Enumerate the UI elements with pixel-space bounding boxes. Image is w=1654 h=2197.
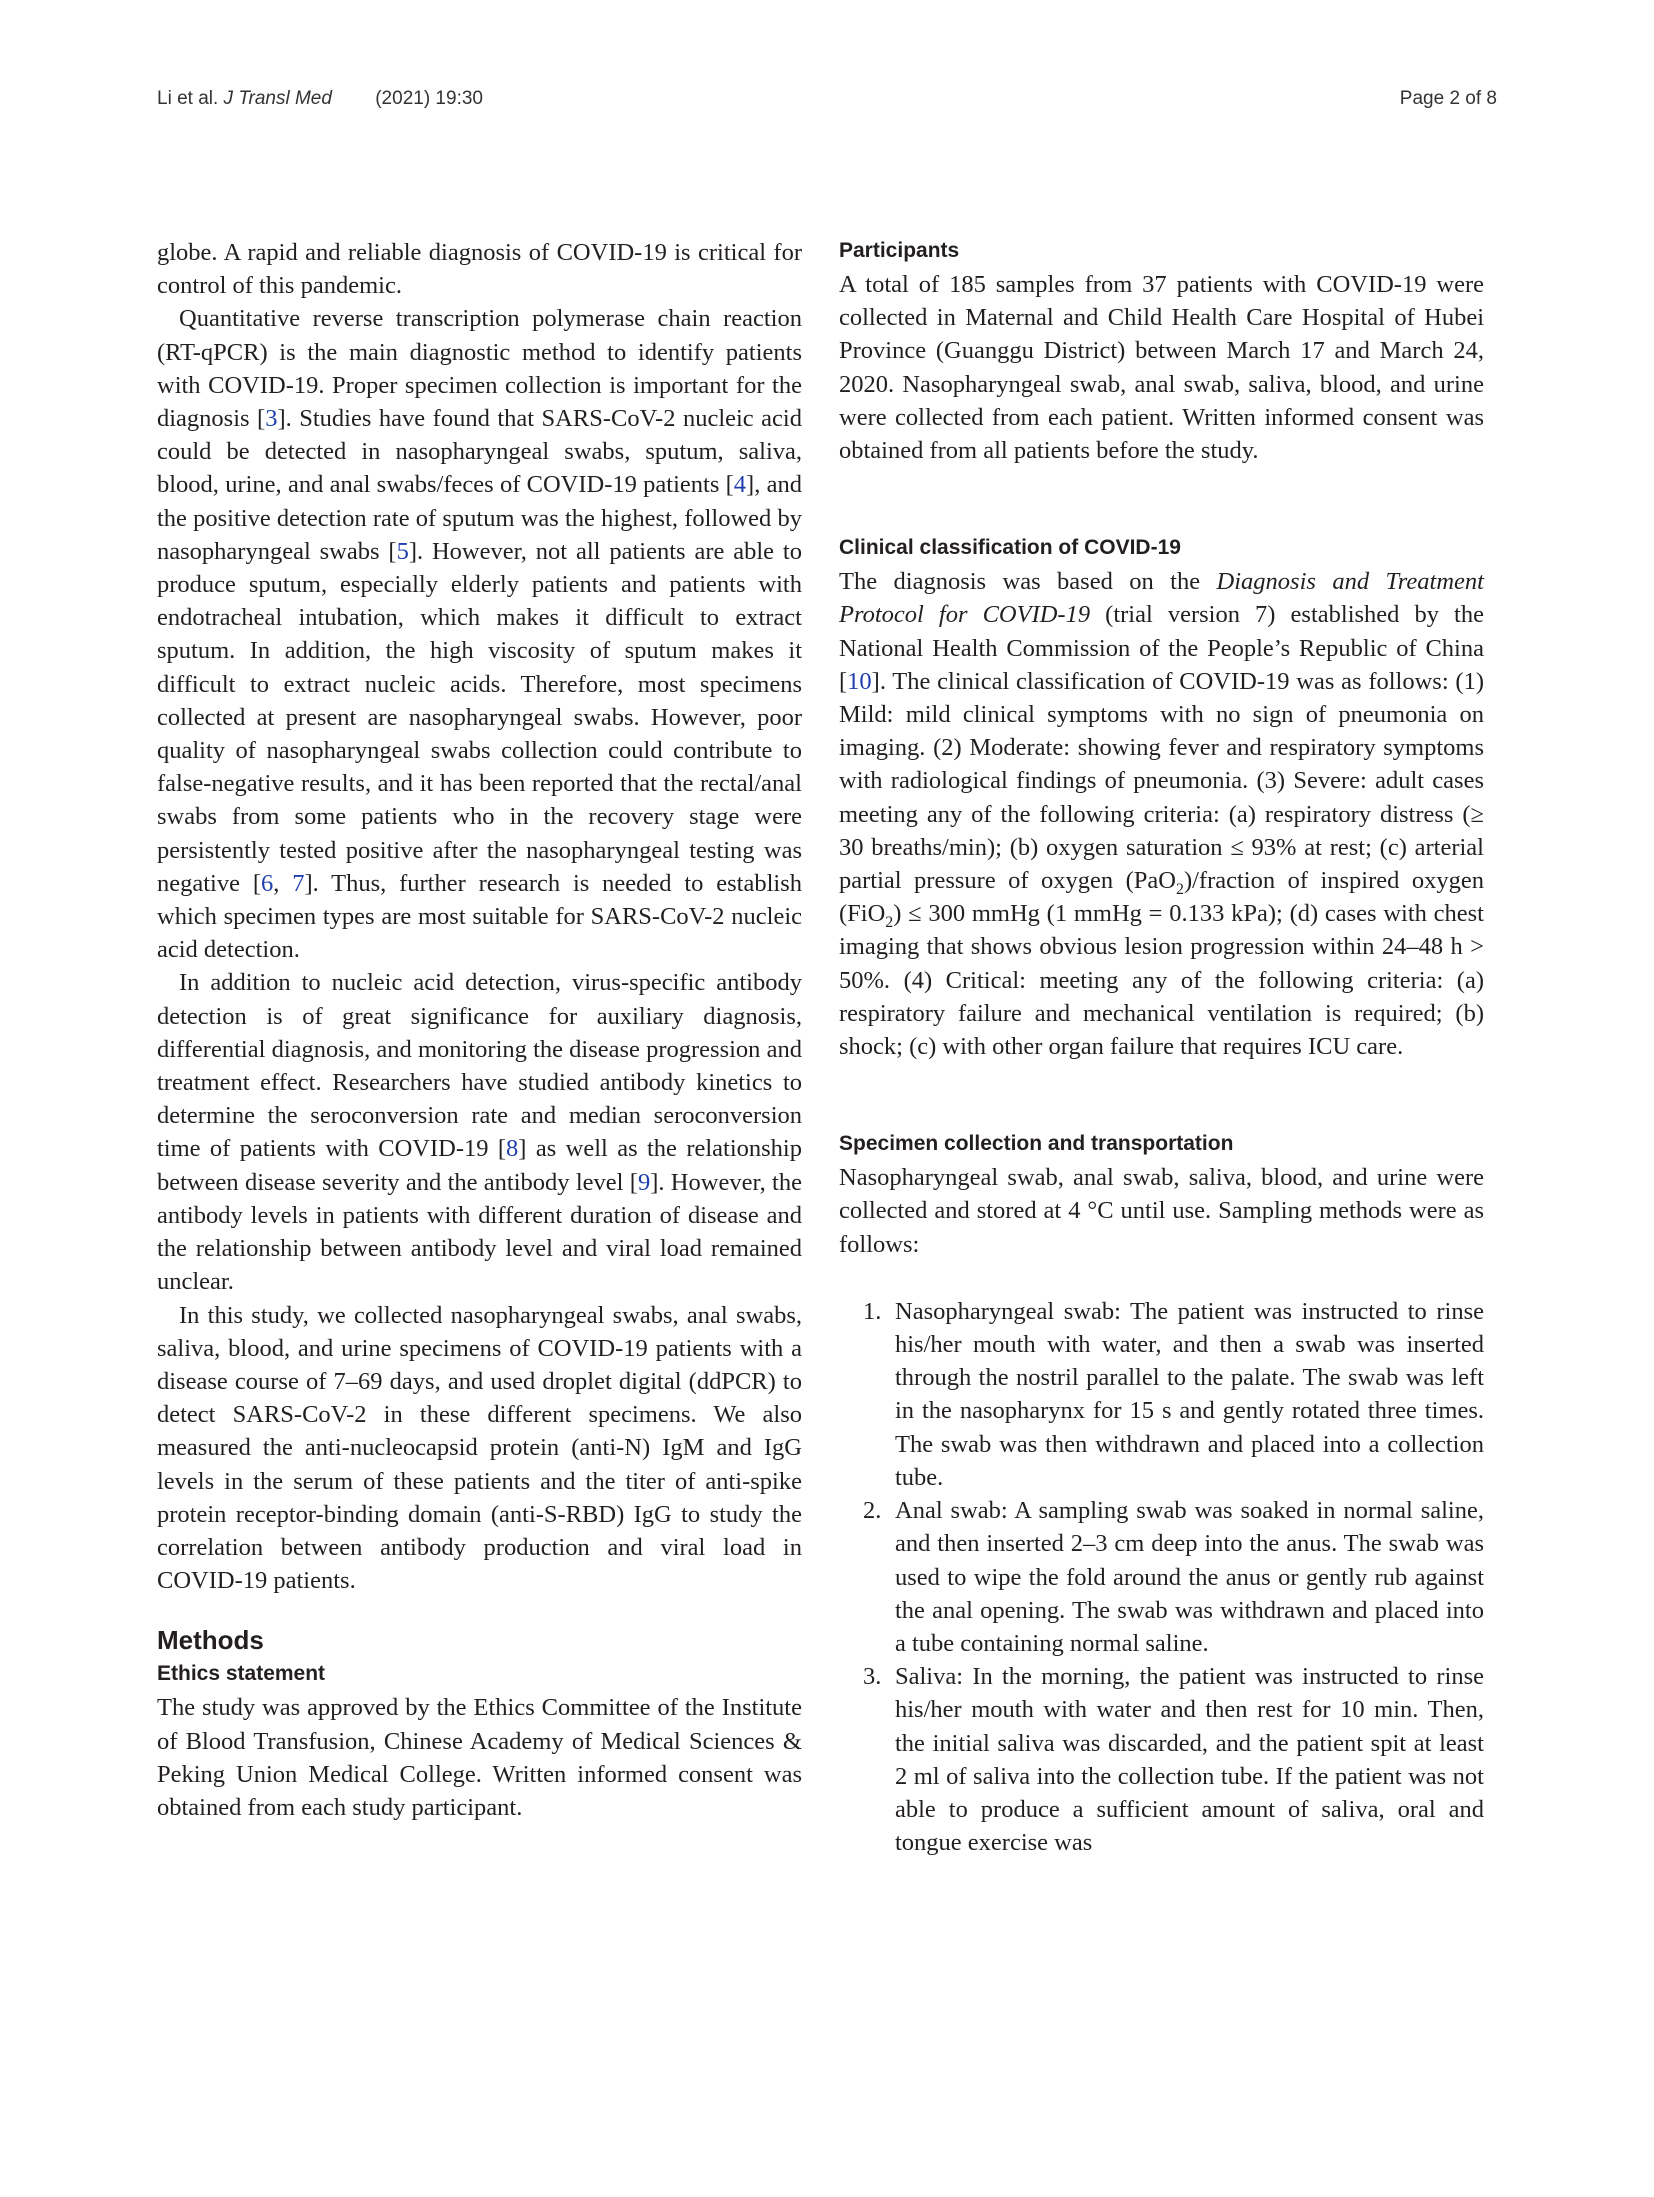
clinical-classification-paragraph: The diagnosis was based on the Diagnosis and Treatment Protocol for COVID-19 (trial version 7) established by the National Health Commission of the People’s Republic of China [10]. The clinical classification of COVID-19 was as follows: (1) Mild: mild clinical symptoms with no sign of pneumonia on imaging. (2) Moderate: showing fever and respiratory symptoms with radiological findings of pneumonia. (3) Severe: adult cases meeting any of the following criteria: (a) respiratory distress (≥ 30 breaths/min); (b) oxygen saturation ≤ 93% at rest; (c) arterial partial pressure of oxygen (PaO$_2$)/fraction of inspired oxygen (FiO$_2$) ≤ 300 mmHg (1 mmHg = 0.133 kPa); (d) cases with chest imaging that shows obvious lesion progression within 24–48 h > 50%. (4) Critical: meeting any of the following criteria: (a) respiratory failure and mechanical ventilation is required; (b) shock; (c) with other organ failure that requires ICU care.	[839, 568, 1484, 1061]
paragraph-this-study: In this study, we collected nasopharyngeal swabs, anal swabs, saliva, blood, and urine specimens of COVID-19 patients with a disease course of 7–69 days, and used droplet digital (ddPCR) to detect SARS-CoV-2 in these different specimens. We also measured the anti-nucleocapsid protein (anti-N) IgM and IgG levels in the serum of these patients and the titer of anti-spike protein receptor-binding domain (anti-S-RBD) IgG to study the correlation between antibody production and viral load in COVID-19 patients.	[157, 1301, 802, 1595]
running-head	[157, 88, 1497, 118]
list-item: 2. Anal swab: A sampling swab was soaked in normal saline, and then inserted 2–3 cm deep into the anus. The swab was used to wipe the fold around the anus or gently rub against the anal opening. The swab was withdrawn and placed into a tube containing normal saline.	[863, 1497, 1484, 1657]
paragraph-antibody: In addition to nucleic acid detection, virus-specific antibody detection is of great significance for auxiliary diagnosis, differential diagnosis, and monitoring the disease progression and treatment effect. Researchers have studied antibody kinetics to determine the seroconversion rate and median seroconversion time of patients with COVID-19 [8] as well as the relationship between disease severity and the antibody level [9]. However, the antibody levels in patients with different duration of disease and the relationship between antibody level and viral load remained unclear.	[157, 969, 802, 1296]
left-column	[157, 236, 802, 1824]
sampling-methods-list	[839, 1295, 1484, 1859]
list-item: 3. Saliva: In the morning, the patient was instructed to rinse his/her mouth with water and then rest for 10 min. Then, the initial saliva was discarded, and the patient spit at least 2 ml of saliva into the collection tube. If the patient was not able to produce a sufficient amount of saliva, oral and tongue exercise was	[863, 1663, 1484, 1857]
authors: Li et al.	[157, 88, 219, 109]
participants-heading: Participants	[839, 239, 960, 262]
specimen-collection-heading: Specimen collection and transportation	[839, 1132, 1234, 1156]
ref-link-10[interactable]: 10	[847, 667, 872, 695]
ref-link-6[interactable]: 6	[260, 869, 274, 897]
list-item: 1. Nasopharyngeal swab: The patient was instructed to rinse his/her mouth with water, and then a swab was inserted through the nostril parallel to the palate. The swab was left in the nasopharynx for 15 s and gently rotated three times. The swab was then withdrawn and placed into a collection tube.	[863, 1297, 1484, 1491]
participants-paragraph: A total of 185 samples from 37 patients with COVID-19 were collected in Maternal and Child Health Care Hospital of Hubei Province (Guanggu District) between March 17 and March 24, 2020. Nasopharyngeal swab, anal swab, saliva, blood, and urine were collected from each patient. Written informed consent was obtained from all patients before the study.	[839, 271, 1484, 465]
ref-link-3[interactable]: 3	[265, 405, 278, 433]
paragraph-rtqpcr: Quantitative reverse transcription polymerase chain reaction (RT-qPCR) is the main diagnostic method to identify patients with COVID-19. Proper specimen collection is important for the diagnosis [3]. Studies have found that SARS-CoV-2 nucleic acid could be detected in nasopharyngeal swabs, sputum, saliva, blood, urine, and anal swabs/feces of COVID-19 patients [4], and the positive detection rate of sputum was the highest, followed by nasopharyngeal swabs [5]. However, not all patients are able to produce sputum, especially elderly patients and patients with endotracheal intubation, which makes it difficult to extract sputum. In addition, the high viscosity of sputum makes it difficult to extract nucleic acids. Therefore, most specimens collected at present are nasopharyngeal swabs. However, poor quality of nasopharyngeal swabs collection could contribute to false-negative results, and it has been reported that the rectal/anal swabs from some patients who in the recovery stage were persistently tested positive after the nasopharyngeal testing was negative [6, 7]. Thus, further research is needed to establish which specimen types are most suitable for SARS-CoV-2 nucleic acid detection.	[157, 305, 803, 964]
ref-link-7[interactable]: 7	[292, 869, 305, 897]
right-column	[839, 236, 1484, 1859]
methods-heading: Methods	[157, 1625, 264, 1656]
ethics-heading: Ethics statement	[157, 1662, 326, 1686]
ref-link-4[interactable]: 4	[733, 471, 747, 499]
ref-link-9[interactable]: 9	[637, 1168, 651, 1196]
journal-name: J Transl Med	[223, 88, 332, 109]
ref-link-8[interactable]: 8	[506, 1135, 519, 1163]
paragraph-intro-end: globe. A rapid and reliable diagnosis of COVID-19 is critical for control of this pandemic.	[157, 239, 802, 300]
ethics-paragraph: The study was approved by the Ethics Committee of the Institute of Blood Transfusion, Chinese Academy of Medical Sciences & Peking Union Medical College. Written informed consent was obtained from each study participant.	[157, 1694, 802, 1821]
page-number: Page 2 of 8	[1399, 88, 1497, 109]
citation-line	[157, 88, 483, 110]
clinical-classification-heading: Clinical classification of COVID-19	[839, 536, 1181, 560]
year-volume: (2021) 19:30	[375, 88, 483, 109]
ref-link-5[interactable]: 5	[396, 537, 409, 565]
specimen-collection-paragraph: Nasopharyngeal swab, anal swab, saliva, blood, and urine were collected and stored at 4 °C until use. Sampling methods were as follows:	[839, 1164, 1484, 1258]
